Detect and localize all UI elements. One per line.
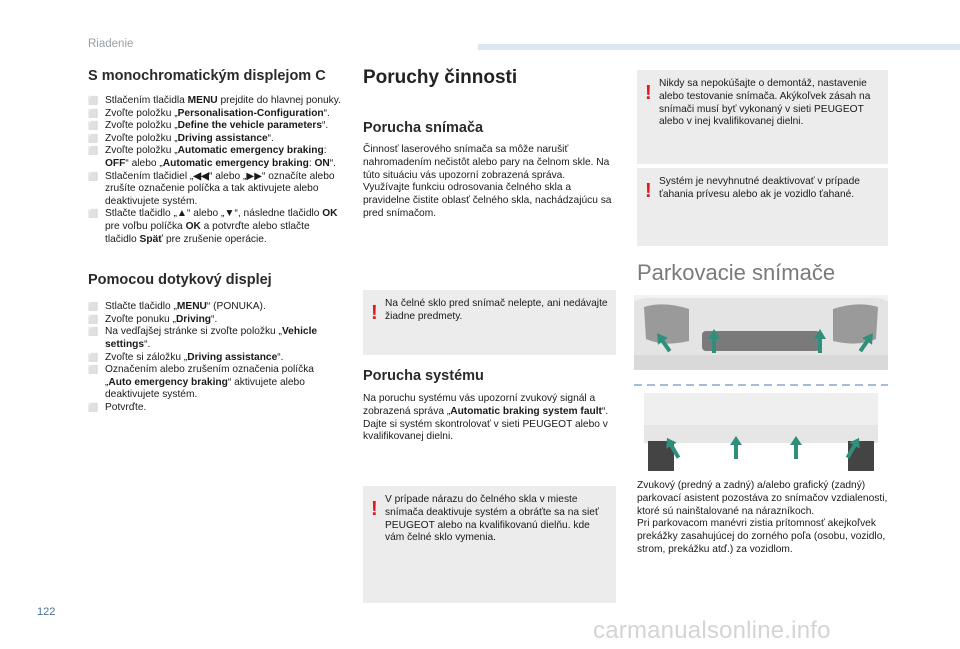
paragraph: Pri parkovacom manévri zistia prítomnosť akejkoľvek prekážky zasahujúcej do zorného poľa (osobu, vozidlo, strom, prekážku atď.) za vozidlom. <box>637 518 886 555</box>
bullet-arrow-icon: ⬜ <box>88 327 98 337</box>
warning-note <box>363 486 616 603</box>
bullet-arrow-icon: ⬜ <box>88 209 98 219</box>
note-text: Nikdy sa nepokúšajte o demontáž, nastavenie alebo testovanie snímača. Akýkoľvek zásah na snímači musí byť vykonaný v sieti PEUGEOT alebo v inej kvalifikovanej dielni. <box>659 78 871 128</box>
list-item: ⬜ Zvoľte ponuku „Driving“. <box>88 313 218 325</box>
header-bar <box>478 44 960 50</box>
bullet-arrow-icon: ⬜ <box>88 146 98 156</box>
paragraph: Dajte si systém skontrolovať v sieti PEUGEOT alebo v kvalifikovanej dielni. <box>363 418 608 443</box>
list-item: ⬜ Zvoľte položku „Personalisation-Configuration“. <box>88 107 330 119</box>
parking-sensors-illustration <box>634 295 888 472</box>
warning-exclamation-icon: ! <box>645 82 652 104</box>
bullet-arrow-icon: ⬜ <box>88 171 98 181</box>
list-item: ⬜ Označením alebo zrušením označenia políčka „Auto emergency braking“ aktivujete alebo deaktivujete systém. <box>88 364 314 401</box>
mono-steps-list <box>88 95 343 246</box>
list-item: ⬜ Zvoľte položku „Define the vehicle parameters“. <box>88 120 329 132</box>
bullet-arrow-icon: ⬜ <box>88 96 98 105</box>
paragraph: Na poruchu systému vás upozorní zvukový signál a zobrazená správa „Automatic braking system fault“. <box>363 393 609 417</box>
system-fault-title: Porucha systému <box>363 368 484 384</box>
note-text: V prípade nárazu do čelného skla v mieste snímača deaktivuje systém a obráťte sa na sieť PEUGEOT alebo na kvalifikovanú dielňu. kde vám čelné sklo vymenia. <box>385 494 599 544</box>
note-text: Na čelné sklo pred snímač nelepte, ani nedávajte žiadne predmety. <box>385 298 608 322</box>
touch-steps-list <box>88 301 343 414</box>
list-item: ⬜ Stlačením tlačidla MENU prejdite do hlavnej ponuky. <box>88 95 341 106</box>
list-item: ⬜ Potvrďte. <box>88 401 147 413</box>
bullet-arrow-icon: ⬜ <box>88 302 98 312</box>
bullet-arrow-icon: ⬜ <box>88 314 98 324</box>
warning-note <box>363 290 616 355</box>
sensor-fault-title: Porucha snímača <box>363 120 484 136</box>
paragraph: Využívajte funkciu odrosovania čelného skla a pravidelne čistite oblasť čelného skla, nachádzajúcu sa pred snímačom. <box>363 182 612 219</box>
list-item: ⬜ Stlačte tlačidlo „MENU“ (PONUKA). <box>88 301 266 313</box>
warning-note <box>637 70 888 164</box>
list-item: ⬜ Zvoľte položku „Automatic emergency braking: OFF“ alebo „Automatic emergency braking: ON“. <box>88 145 336 169</box>
list-item: ⬜ Zvoľte položku „Driving assistance“. <box>88 132 274 144</box>
warning-note <box>637 168 888 246</box>
page-number: 122 <box>37 606 56 618</box>
list-item: ⬜ Zvoľte si záložku „Driving assistance“. <box>88 351 284 363</box>
bullet-arrow-icon: ⬜ <box>88 133 98 143</box>
paragraph: Zvukový (predný a zadný) a/alebo grafický (zadný) parkovací asistent pozostáva zo snímačov vzdialenosti, ktoré sú nainštalované na nárazníkoch. <box>637 480 888 517</box>
bullet-arrow-icon: ⬜ <box>88 108 98 118</box>
list-item: ⬜ Na vedľajšej stránke si zvoľte položku „Vehicle settings“. <box>88 326 318 350</box>
malfunctions-title: Poruchy činnosti <box>363 67 518 88</box>
bullet-arrow-icon: ⬜ <box>88 402 98 412</box>
paragraph: Činnosť laserového snímača sa môže narušiť nahromadením nečistôt alebo pary na čelnom skle. Na túto situáciu vás upozorní zobrazená správa. <box>363 144 610 181</box>
warning-exclamation-icon: ! <box>371 302 378 324</box>
bullet-arrow-icon: ⬜ <box>88 121 98 131</box>
touch-display-title: Pomocou dotykový displej <box>88 272 272 289</box>
parking-sensors-title: Parkovacie snímače <box>637 260 836 285</box>
watermark: carmanualsonline.info <box>593 617 831 644</box>
column-1 <box>88 68 343 414</box>
list-item: ⬜ Stlačte tlačidlo „▲“ alebo „▼“, následne tlačidlo OK pre voľbu políčka OK a potvrďte alebo stlačte tlačidlo Späť pre zrušenie operácie. <box>88 208 338 245</box>
bullet-arrow-icon: ⬜ <box>88 352 98 362</box>
parking-sensors-text <box>637 480 893 557</box>
system-fault-text <box>363 393 615 444</box>
mono-display-title: S monochromatickým displejom C <box>88 68 326 84</box>
bullet-arrow-icon: ⬜ <box>88 365 98 375</box>
section-tab: Riadenie <box>88 38 134 50</box>
warning-exclamation-icon: ! <box>371 498 378 520</box>
note-text: Systém je nevyhnutné deaktivovať v prípade ťahania prívesu alebo ak je vozidlo ťahané. <box>659 176 860 200</box>
warning-exclamation-icon: ! <box>645 180 652 202</box>
sensor-fault-text <box>363 144 615 221</box>
list-item: ⬜ Stlačením tlačidiel „◀◀“ alebo „▶▶“ označíte alebo zrušíte označenie políčka a tak aktivujete alebo deaktivujete systém. <box>88 170 335 207</box>
